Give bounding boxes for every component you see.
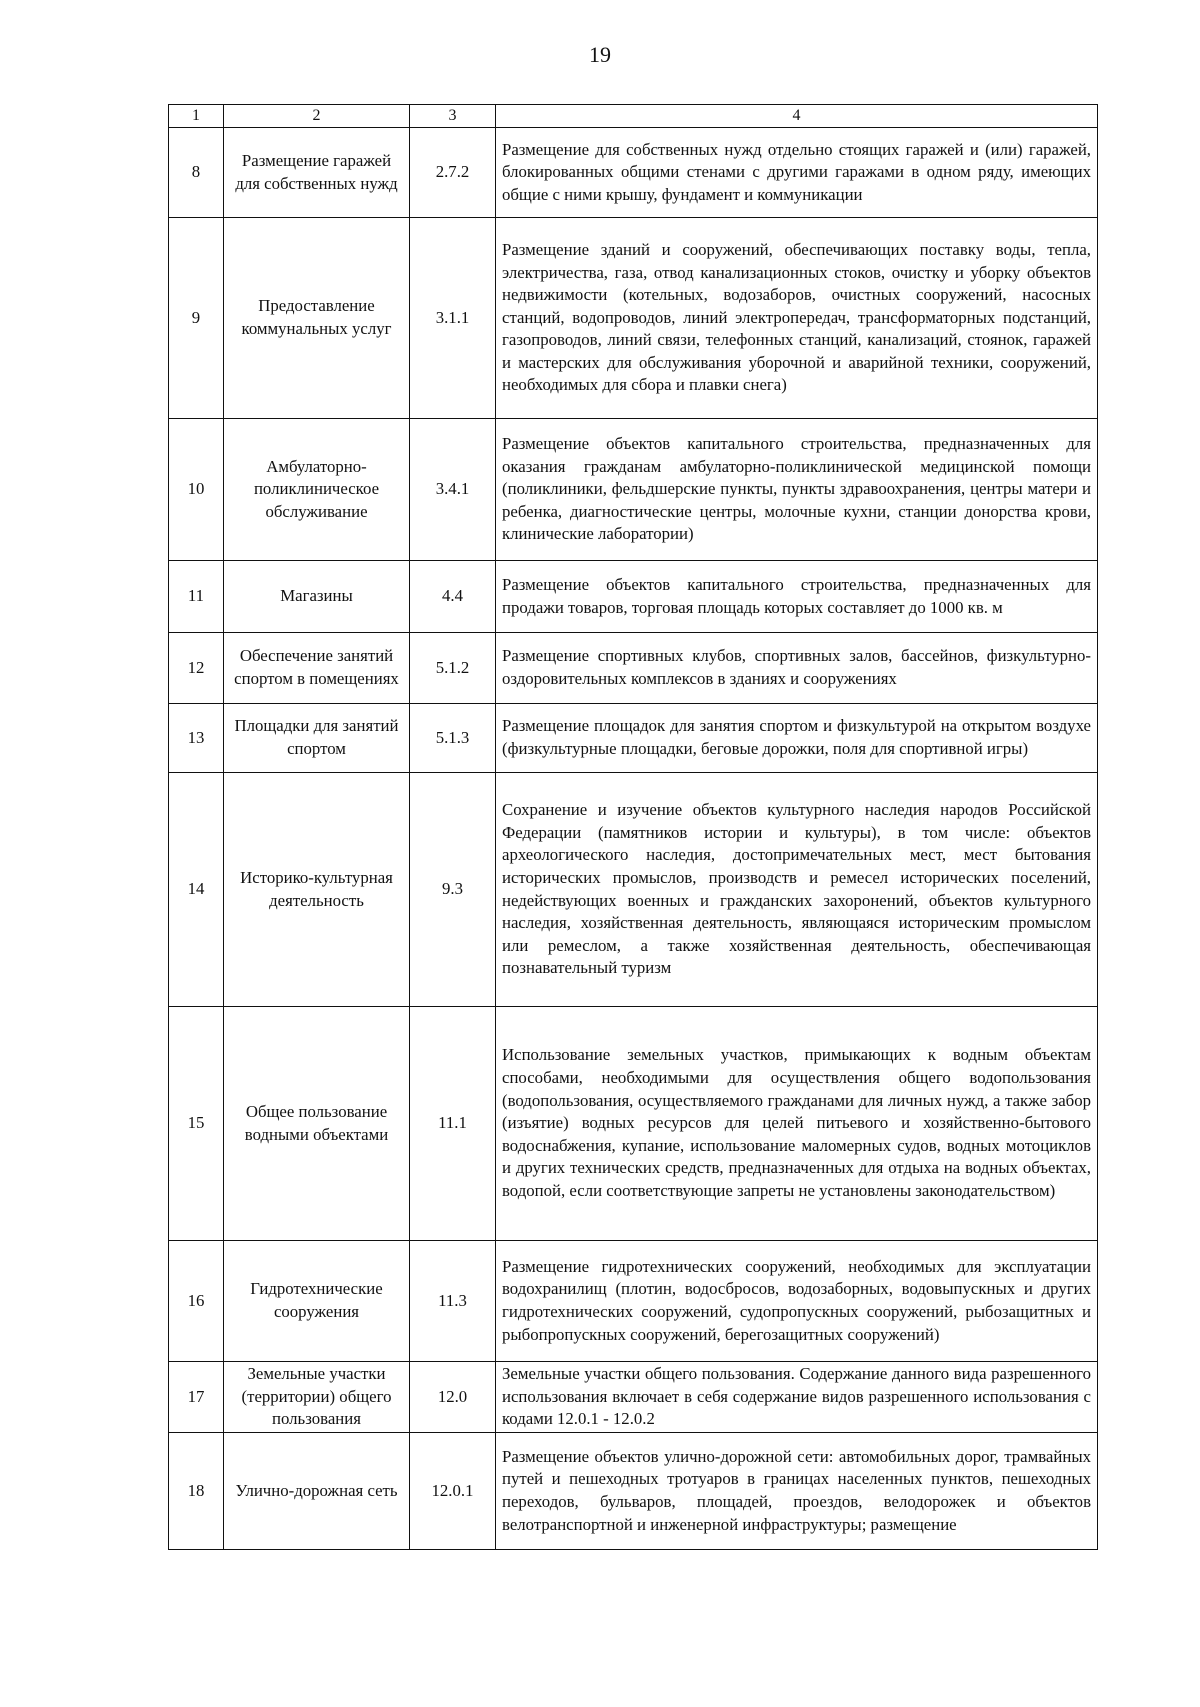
row-code: 3.4.1	[410, 419, 496, 561]
row-number: 16	[169, 1241, 224, 1362]
header-cell-code: 3	[410, 105, 496, 128]
table-header-row	[169, 105, 1098, 128]
header-cell-name: 2	[224, 105, 410, 128]
row-name: Магазины	[224, 561, 410, 633]
table-row	[169, 1007, 1098, 1241]
row-name: Площадки для занятий спортом	[224, 704, 410, 773]
row-name: Предоставление коммунальных услуг	[224, 218, 410, 419]
row-code: 12.0.1	[410, 1433, 496, 1550]
page-number: 19	[589, 42, 611, 67]
row-description: Размещение зданий и сооружений, обеспечивающих поставку воды, тепла, электричества, газа, отвод канализационных стоков, очистку и уборку объектов недвижимости (котельных, водозаборов, очистных сооружений, насосных станций, водопроводов, линий электропередач, трансформаторных подстанций, газопроводов, линий связи, телефонных станций, канализаций, стоянок, гаражей и мастерских для обслуживания уборочной и аварийной техники, сооружений, необходимых для сбора и плавки снега)	[496, 218, 1098, 419]
row-name: Размещение гаражей для собственных нужд	[224, 128, 410, 218]
row-description: Использование земельных участков, примыкающих к водным объектам способами, необходимыми для осуществления общего водопользования (водопользования, осуществляемого гражданами для личных нужд, а также забор (изъятие) водных ресурсов для целей питьевого и хозяйственно-бытового водоснабжения, купание, использование маломерных судов, водных мотоциклов и других технических средств, предназначенных для отдыха на водных объектах, водопой, если соответствующие запреты не установлены законодательством)	[496, 1007, 1098, 1241]
header-cell-number: 1	[169, 105, 224, 128]
row-description: Размещение объектов капитального строительства, предназначенных для оказания гражданам амбулаторно-поликлинической медицинской помощи (поликлиники, фельдшерские пункты, пункты здравоохранения, центры матери и ребенка, диагностические центры, молочные кухни, станции донорства крови, клинические лаборатории)	[496, 419, 1098, 561]
table-row	[169, 1433, 1098, 1550]
table-row	[169, 128, 1098, 218]
row-number: 18	[169, 1433, 224, 1550]
table-row	[169, 1362, 1098, 1433]
row-code: 4.4	[410, 561, 496, 633]
table-row	[169, 419, 1098, 561]
row-description: Размещение объектов улично-дорожной сети: автомобильных дорог, трамвайных путей и пешеходных тротуаров в границах населенных пунктов, пешеходных переходов, бульваров, площадей, проездов, велодорожек и объектов велотранспортной и инженерной инфраструктуры; размещение	[496, 1433, 1098, 1550]
header-cell-description: 4	[496, 105, 1098, 128]
row-code: 5.1.2	[410, 633, 496, 704]
row-description: Размещение площадок для занятия спортом и физкультурой на открытом воздухе (физкультурные площадки, беговые дорожки, поля для спортивной игры)	[496, 704, 1098, 773]
row-code: 11.1	[410, 1007, 496, 1241]
row-description: Размещение для собственных нужд отдельно стоящих гаражей и (или) гаражей, блокированных общими стенами с другими гаражами в одном ряду, имеющих общие с ними крышу, фундамент и коммуникации	[496, 128, 1098, 218]
row-code: 9.3	[410, 773, 496, 1007]
table-row	[169, 633, 1098, 704]
row-description: Размещение спортивных клубов, спортивных залов, бассейнов, физкультурно-оздоровительных комплексов в зданиях и сооружениях	[496, 633, 1098, 704]
row-number: 11	[169, 561, 224, 633]
row-number: 12	[169, 633, 224, 704]
row-name: Гидротехнические сооружения	[224, 1241, 410, 1362]
row-code: 3.1.1	[410, 218, 496, 419]
row-description: Размещение объектов капитального строительства, предназначенных для продажи товаров, торговая площадь которых составляет до 1000 кв. м	[496, 561, 1098, 633]
row-number: 14	[169, 773, 224, 1007]
row-number: 17	[169, 1362, 224, 1433]
row-description: Размещение гидротехнических сооружений, необходимых для эксплуатации водохранилищ (плотин, водосбросов, водозаборных, водовыпускных и других гидротехнических сооружений, судопропускных сооружений, рыбозащитных и рыбопропускных сооружений, берегозащитных сооружений)	[496, 1241, 1098, 1362]
row-name: Историко-культурная деятельность	[224, 773, 410, 1007]
row-code: 12.0	[410, 1362, 496, 1433]
row-code: 11.3	[410, 1241, 496, 1362]
row-name: Улично-дорожная сеть	[224, 1433, 410, 1550]
table-row	[169, 773, 1098, 1007]
land-use-table	[168, 104, 1098, 1550]
table-row	[169, 1241, 1098, 1362]
row-number: 13	[169, 704, 224, 773]
row-name: Обеспечение занятий спортом в помещениях	[224, 633, 410, 704]
table-row	[169, 561, 1098, 633]
row-name: Земельные участки (территории) общего пользования	[224, 1362, 410, 1433]
row-number: 10	[169, 419, 224, 561]
row-name: Амбулаторно-поликлиническое обслуживание	[224, 419, 410, 561]
row-description: Сохранение и изучение объектов культурного наследия народов Российской Федерации (памятников истории и культуры), в том числе: объектов археологического наследия, достопримечательных мест, мест бытования исторических промыслов, производств и ремесел исторических поселений, недействующих военных и гражданских захоронений, объектов культурного наследия, хозяйственная деятельность, являющаяся историческим промыслом или ремеслом, а также хозяйственная деятельность, обеспечивающая познавательный туризм	[496, 773, 1098, 1007]
row-number: 8	[169, 128, 224, 218]
row-name: Общее пользование водными объектами	[224, 1007, 410, 1241]
table-row	[169, 218, 1098, 419]
row-description: Земельные участки общего пользования. Содержание данного вида разрешенного использования включает в себя содержание видов разрешенного использования с кодами 12.0.1 - 12.0.2	[496, 1362, 1098, 1433]
row-code: 5.1.3	[410, 704, 496, 773]
table-row	[169, 704, 1098, 773]
row-code: 2.7.2	[410, 128, 496, 218]
row-number: 9	[169, 218, 224, 419]
row-number: 15	[169, 1007, 224, 1241]
